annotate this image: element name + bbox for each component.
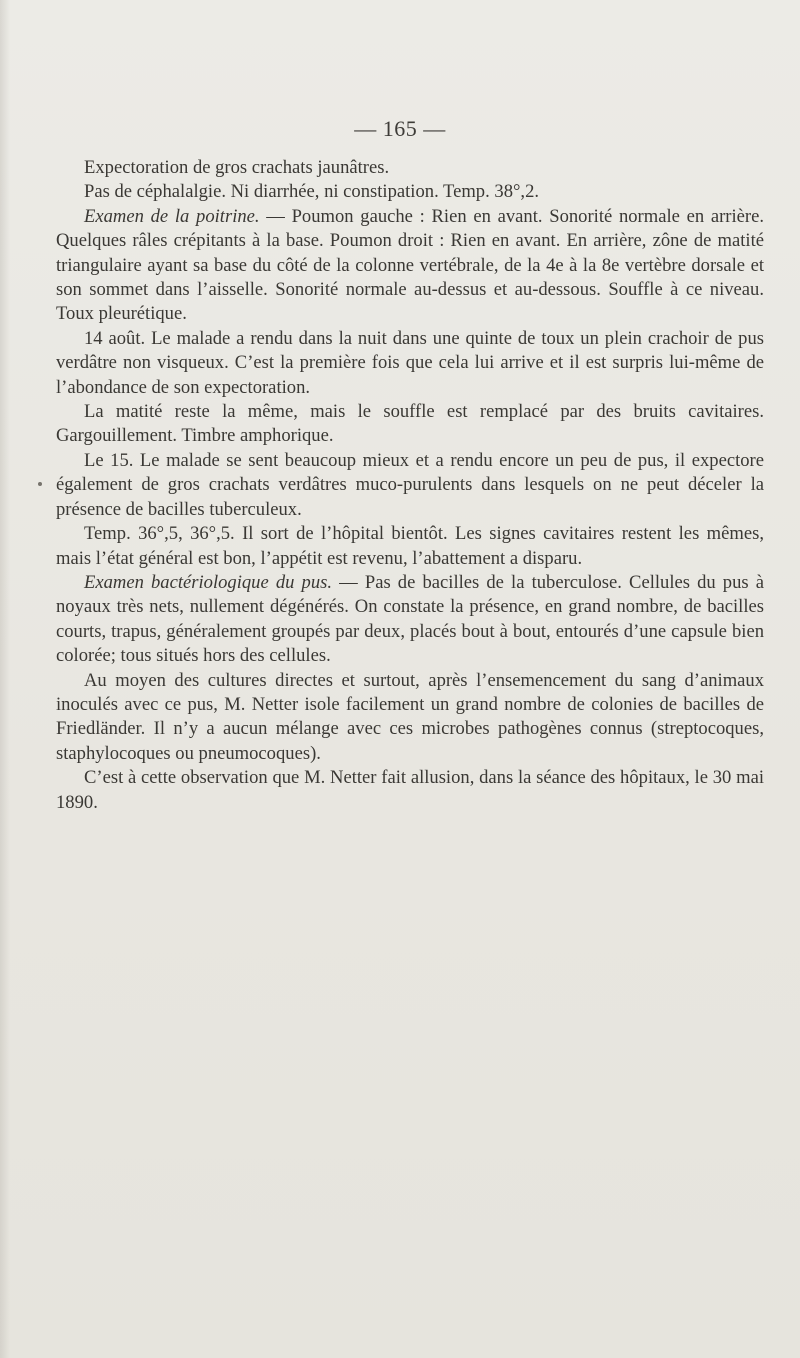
paragraph-text: — Poumon gauche : Rien en avant. Sonorité normale en arrière. Quelques râles crépitants à la base. Poumon droit : Rien en avant. En arrière, zône de matité triangulaire ayant sa base du côté de la colonne vertébrale, de la 4e à la 8e vertèbre dorsale et son sommet dans l’aisselle. Sonorité normale au-dessus et au-dessous. Souffle à ce niveau. Toux pleurétique. [56,205,764,325]
paragraph-text: Temp. 36°,5, 36°,5. Il sort de l’hôpital bientôt. Les signes cavitaires restent les mêmes, mais l’état général est bon, l’appétit est revenu, l’abattement a disparu. [56,523,764,569]
paragraph-text: La matité reste la même, mais le souffle est remplacé par des bruits cavitaires. Gargouillement. Timbre amphorique. [56,401,764,447]
paragraph [56,205,764,327]
paragraph-text: 14 août. Le malade a rendu dans la nuit dans une quinte de toux un plein crachoir de pus verdâtre non visqueux. C’est la première fois que cela lui arrive et il est surpris lui-même de l’abondance de son expectoration. [56,327,764,398]
paragraph-text: Expectoration de gros crachats jaunâtres. [84,157,390,178]
paragraph [56,571,764,669]
section-heading: Examen de la poitrine. [84,205,260,227]
paragraph [56,522,764,571]
paragraph-text: — Pas de bacilles de la tuberculose. Cellules du pus à noyaux très nets, nullement dégénérés. On constate la présence, en grand nombre, de bacilles courts, trapus, généralement groupés par deux, placés bout à bout, entourés d’une capsule bien colorée; tous situés hors des cellules. [56,571,764,667]
paragraph-text: Au moyen des cultures directes et surtout, après l’ensemencement du sang d’animaux inoculés avec ce pus, M. Netter isole facilement un grand nombre de colonies de bacilles de Friedländer. Il n’y a aucun mélange avec ces microbes pathogènes connus (streptocoques, staphylocoques ou pneumocoques). [56,669,764,764]
paragraph [56,400,764,449]
section-heading: Examen bactériologique du pus. [84,571,333,593]
paragraph [56,766,764,815]
paragraph-text: Pas de céphalalgie. Ni diarrhée, ni constipation. Temp. 38°,2. [84,181,540,203]
paragraph [56,449,764,522]
page-number: — 165 — [354,116,446,141]
paragraph-text: C’est à cette observation que M. Netter fait allusion, dans la séance des hôpitaux, le 30 mai 1890. [56,767,764,813]
paragraph [56,156,764,180]
paragraph [56,669,764,767]
body-text [56,156,764,815]
paragraph-text: Le 15. Le malade se sent beaucoup mieux et a rendu encore un peu de pus, il expectore également de gros crachats verdâtres muco-purulents dans lesquels on ne peut déceler la présence de bacilles tuberculeux. [56,449,764,520]
margin-dot [38,482,42,486]
page-edge-shadow [0,0,10,1358]
paragraph [56,180,764,204]
paragraph [56,327,764,400]
